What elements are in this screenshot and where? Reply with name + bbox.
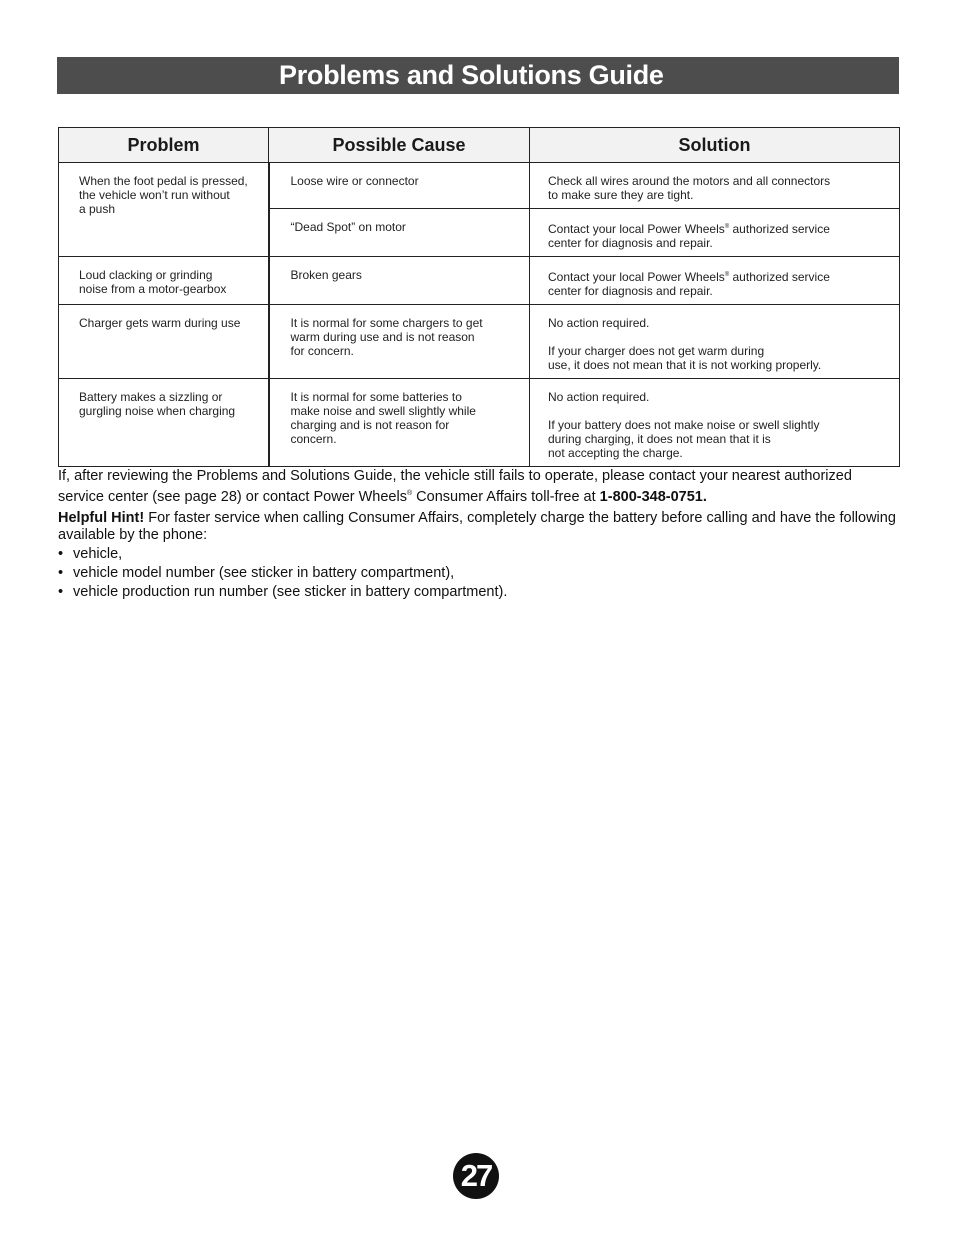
problem-text: When the foot pedal is pressed, the vehicle won’t run without a push xyxy=(79,174,248,216)
page-number-badge: 27 xyxy=(453,1153,499,1199)
cause-text: Broken gears xyxy=(290,268,362,282)
problem-cell xyxy=(59,257,269,305)
table-row xyxy=(59,379,900,467)
contact-paragraph: If, after reviewing the Problems and Solutions Guide, the vehicle still fails to operate, please contact your nearest authorized service center (see page 28) or contact Power Wheels® Consumer Affairs toll-free at 1-800-348-0751. xyxy=(58,468,852,505)
page-title-bar xyxy=(57,57,899,94)
solution-text: No action required. If your battery does not make noise or swell slightly during charging, it does not mean that it is not accepting the charge. xyxy=(548,390,820,460)
solution-cell xyxy=(530,305,900,379)
cause-text: Loose wire or connector xyxy=(290,174,419,188)
problem-cell xyxy=(59,379,269,467)
solution-text: Check all wires around the motors and all connectors to make sure they are tight. xyxy=(548,174,831,202)
table-row xyxy=(59,163,900,209)
cause-cell xyxy=(269,209,530,257)
solution-cell xyxy=(530,379,900,467)
cause-cell xyxy=(269,257,530,305)
problem-cell xyxy=(59,163,269,257)
cause-cell xyxy=(269,379,530,467)
solution-cell xyxy=(530,209,900,257)
list-item: • vehicle model number (see sticker in battery compartment), xyxy=(58,564,455,581)
cause-cell xyxy=(269,305,530,379)
list-item: • vehicle production run number (see sticker in battery compartment). xyxy=(58,583,508,600)
solution-text: No action required. If your charger does not get warm during use, it does not mean that it is not working properly. xyxy=(548,316,822,372)
table-row xyxy=(59,257,900,305)
problem-text: Battery makes a sizzling or gurgling noise when charging xyxy=(79,390,236,418)
page-title: Problems and Solutions Guide xyxy=(279,60,664,90)
table-header-row xyxy=(59,128,900,163)
cause-text: “Dead Spot” on motor xyxy=(290,220,406,234)
helpful-hint-label: Helpful Hint! xyxy=(58,509,145,526)
phone-number: 1-800-348-0751. xyxy=(599,488,707,505)
problems-solutions-table xyxy=(58,127,900,467)
problem-text: Loud clacking or grinding noise from a motor-gearbox xyxy=(79,268,227,296)
contact-info-section xyxy=(58,468,898,601)
helpful-hint-paragraph: Helpful Hint! For faster service when calling Consumer Affairs, completely charge the battery before calling and have the following available by the phone: xyxy=(58,509,896,543)
solution-cell xyxy=(530,163,900,209)
bullet-list xyxy=(58,546,898,601)
column-header-cause: Possible Cause xyxy=(269,128,530,163)
problem-text: Charger gets warm during use xyxy=(79,316,241,330)
solution-text: Contact your local Power Wheels® authorized service center for diagnosis and repair. xyxy=(548,270,830,298)
table-row xyxy=(59,305,900,379)
column-header-solution: Solution xyxy=(530,128,900,163)
column-header-problem: Problem xyxy=(59,128,269,163)
list-item: • vehicle, xyxy=(58,545,123,562)
cause-text: It is normal for some batteries to make noise and swell slightly while charging and is not reason for concern. xyxy=(290,390,476,446)
solution-text: Contact your local Power Wheels® authorized service center for diagnosis and repair. xyxy=(548,222,830,250)
solution-cell xyxy=(530,257,900,305)
cause-cell xyxy=(269,163,530,209)
cause-text: It is normal for some chargers to get warm during use and is not reason for concern. xyxy=(290,316,483,358)
problem-cell xyxy=(59,305,269,379)
